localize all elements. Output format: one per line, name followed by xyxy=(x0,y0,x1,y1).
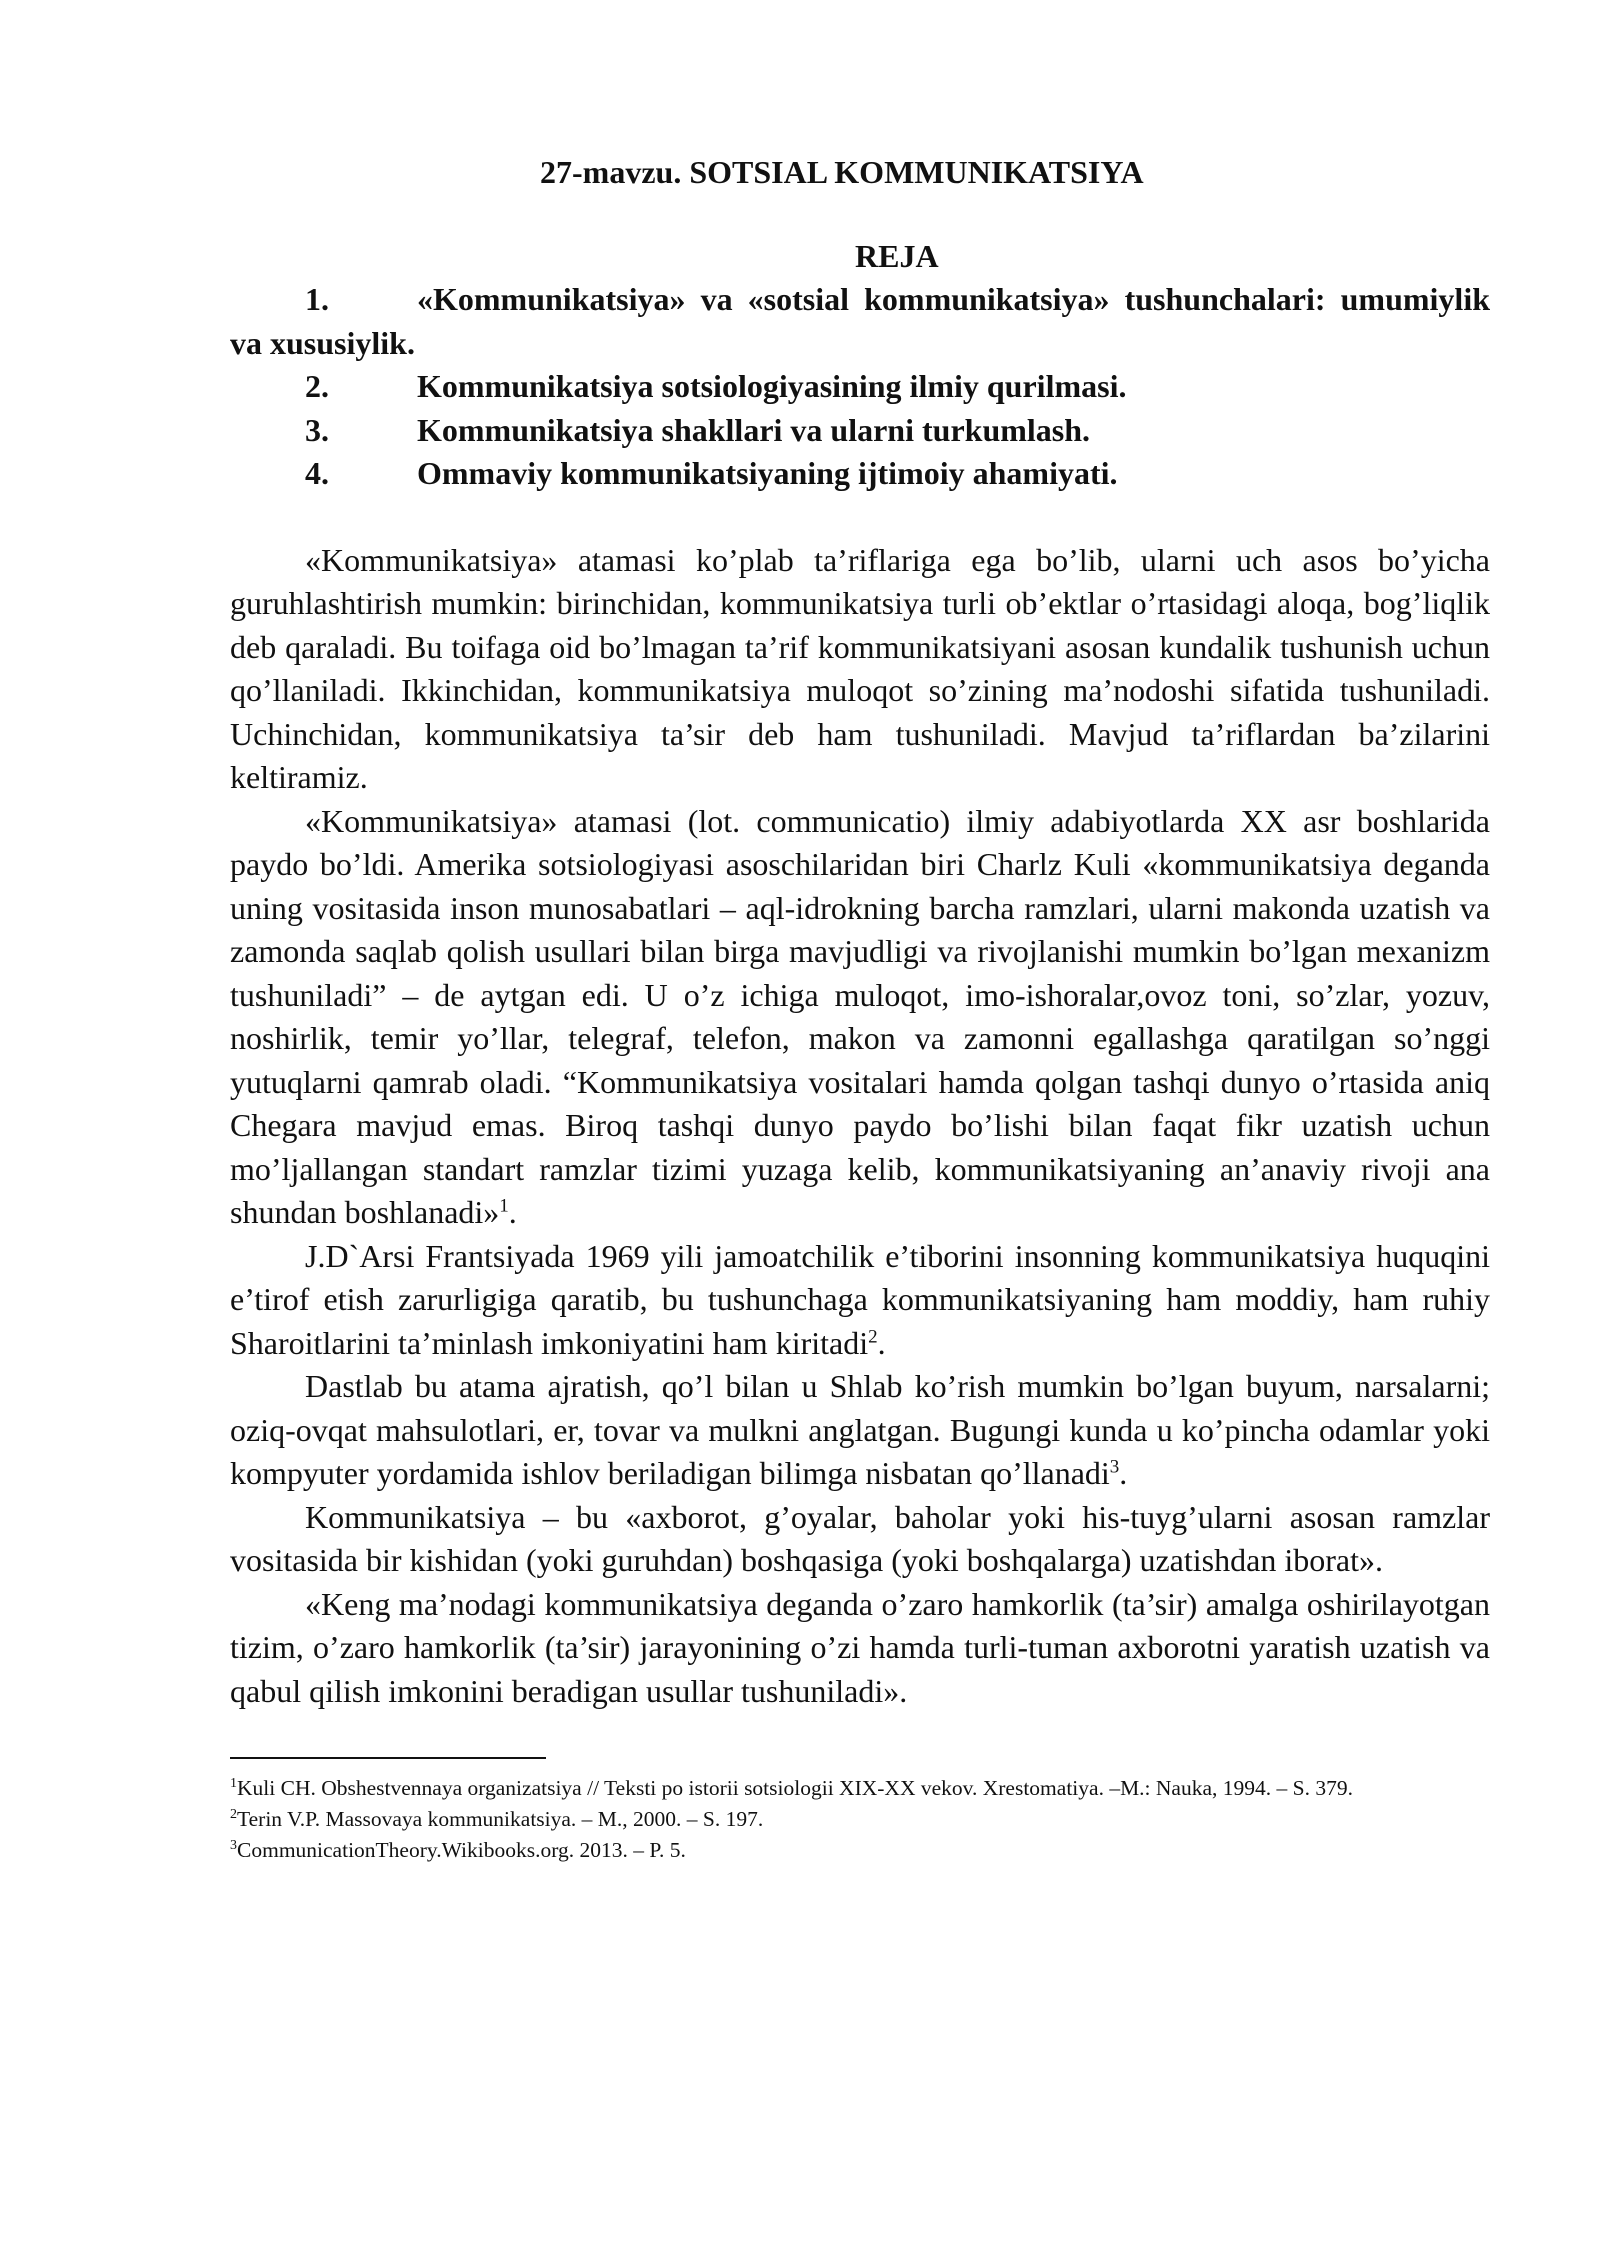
plan-item xyxy=(230,278,1490,365)
footnote-reference[interactable]: 3 xyxy=(1109,1456,1120,1478)
plan-item-text: Kommunikatsiya sotsiologiyasining ilmiy qurilmasi. xyxy=(417,368,1127,404)
paragraph-tail: . xyxy=(508,1194,517,1230)
paragraph-text: J.D`Arsi Frantsiyada 1969 yili jamoatchilik e’tiborini insonning kommunikatsiya huquqini e’tirof etish zarurligiga qaratib, bu tushunchaga kommunikatsiyaning ham moddiy, ham ruhiy Sharoitlarini ta’minlash imkoniyatini ham kiritadi xyxy=(230,1237,1490,1361)
plan-item xyxy=(230,365,1490,409)
body-paragraph xyxy=(230,1583,1490,1714)
plan-item-number: 4. xyxy=(305,455,329,491)
paragraph-text: «Kommunikatsiya» atamasi (lot. communicatio) ilmiy adabiyotlarda XX asr boshlarida paydo bo’ldi. Amerika sotsiologiyasi asoschilaridan biri Charlz Kuli «kommunikatsiya deganda uning vositasida inson munosabatlari – aql-idrokning barcha ramzlari, ularni makonda uzatish va zamonda saqlab qolish usullari bilan birga mavjudligi va rivojlanishi mumkin bo’lgan mexanizm tushuniladi” – de aytgan edi. U o’z ichiga muloqot, imo-ishoralar,ovoz toni, so’zlar, yozuv, noshirlik, temir yo’llar, telegraf, telefon, makon va zamonni egallashga qaratilgan so’nggi yutuqlarni qamrab oladi. “Kommunikatsiya vositalari hamda qolgan tashqi dunyo o’rtasida aniq Chegara mavjud emas. Biroq tashqi dunyo paydo bo’lishi bilan faqat fikr uzatish uchun mo’ljallangan standart ramzlar tizimi yuzaga kelib, kommunikatsiyaning an’anaviy rivoji ana shundan boshlanadi» xyxy=(230,802,1490,1230)
footnote-reference[interactable]: 2 xyxy=(868,1325,878,1347)
footnote-mark: 1 xyxy=(230,1775,237,1791)
footnote-separator xyxy=(230,1757,546,1759)
footnote xyxy=(230,1773,1490,1804)
footnote-reference[interactable]: 1 xyxy=(499,1195,509,1217)
paragraph-text: Kommunikatsiya – bu «axborot, g’oyalar, baholar yoki his-tuyg’ularni asosan ramzlar vositasida bir kishidan (yoki guruhdan) boshqasiga (yoki boshqalarga) uzatishdan iborat». xyxy=(230,1498,1490,1578)
plan-item xyxy=(230,452,1490,496)
footnote-text: Kuli CH. Obshestvennaya organizatsiya // Teksti po istorii sotsiologii XIX-XX vekov. Xrestomatiya. –M.: Nauka, 1994. – S. 379. xyxy=(237,1776,1353,1800)
plan-list xyxy=(230,278,1490,496)
footnote-mark: 3 xyxy=(230,1837,237,1853)
body-paragraph xyxy=(230,1365,1490,1496)
plan-item-number: 2. xyxy=(305,368,329,404)
paragraph-tail: . xyxy=(877,1324,886,1361)
plan-item xyxy=(230,409,1490,453)
paragraph-text: Dastlab bu atama ajratish, qo’l bilan u Shlab ko’rish mumkin bo’lgan buyum, narsalarni; oziq-ovqat mahsulotlari, er, tovar va mulkni anglatgan. Bugungi kunda u ko’pincha odamlar yoki kompyuter yordamida ishlov beriladigan bilimga nisbatan qo’llanadi xyxy=(230,1368,1490,1491)
plan-item-text: «Kommunikatsiya» va «sotsial kommunikatsiya» tushunchalari: umumiylik va xususiylik. xyxy=(230,281,1490,361)
body-paragraph xyxy=(230,1496,1490,1583)
page-content xyxy=(230,150,1490,1866)
footnote-mark: 2 xyxy=(230,1806,237,1822)
footnote xyxy=(230,1835,1490,1866)
paragraph-text: «Kommunikatsiya» atamasi ko’plab ta’riflariga ega bo’lib, ularni uch asos bo’yicha guruhlashtirish mumkin: birinchidan, kommunikatsiya turli ob’ektlar o’rtasidagi aloqa, bog’liqlik deb qaraladi. Bu toifaga oid bo’lmagan ta’rif kommunikatsiyani asosan kundalik tushunish uchun qo’llaniladi. Ikkinchidan, kommunikatsiya muloqot so’zining ma’nodoshi sifatida tushuniladi. Uchinchidan, kommunikatsiya ta’sir deb ham tushuniladi. Mavjud ta’riflardan ba’zilarini keltiramiz. xyxy=(230,541,1490,795)
plan-heading: REJA xyxy=(855,238,939,274)
plan-item-number: 1. xyxy=(305,281,329,317)
plan-item-text: Ommaviy kommunikatsiyaning ijtimoiy ahamiyati. xyxy=(417,455,1118,491)
footnote-text: Terin V.P. Massovaya kommunikatsiya. – M., 2000. – S. 197. xyxy=(237,1807,764,1831)
body-paragraph xyxy=(230,1235,1490,1366)
body-paragraph xyxy=(230,800,1490,1235)
page-title: 27-mavzu. SOTSIAL KOMMUNIKATSIYA xyxy=(540,154,1144,190)
paragraph-text: «Keng ma’nodagi kommunikatsiya deganda o’zaro hamkorlik (ta’sir) amalga oshirilayotgan tizim, o’zaro hamkorlik (ta’sir) jarayonining o’zi hamda turli-tuman axborotni yaratish uzatish va qabul qilish imkonini beradigan usullar tushuniladi». xyxy=(230,1585,1490,1709)
paragraph-tail: . xyxy=(1119,1455,1128,1491)
footnote-text: CommunicationTheory.Wikibooks.org. 2013. – P. 5. xyxy=(237,1838,686,1862)
plan-item-number: 3. xyxy=(305,411,329,448)
footnote xyxy=(230,1804,1490,1835)
body-paragraph xyxy=(230,539,1490,800)
plan-item-text: Kommunikatsiya shakllari va ularni turkumlash. xyxy=(417,411,1091,448)
